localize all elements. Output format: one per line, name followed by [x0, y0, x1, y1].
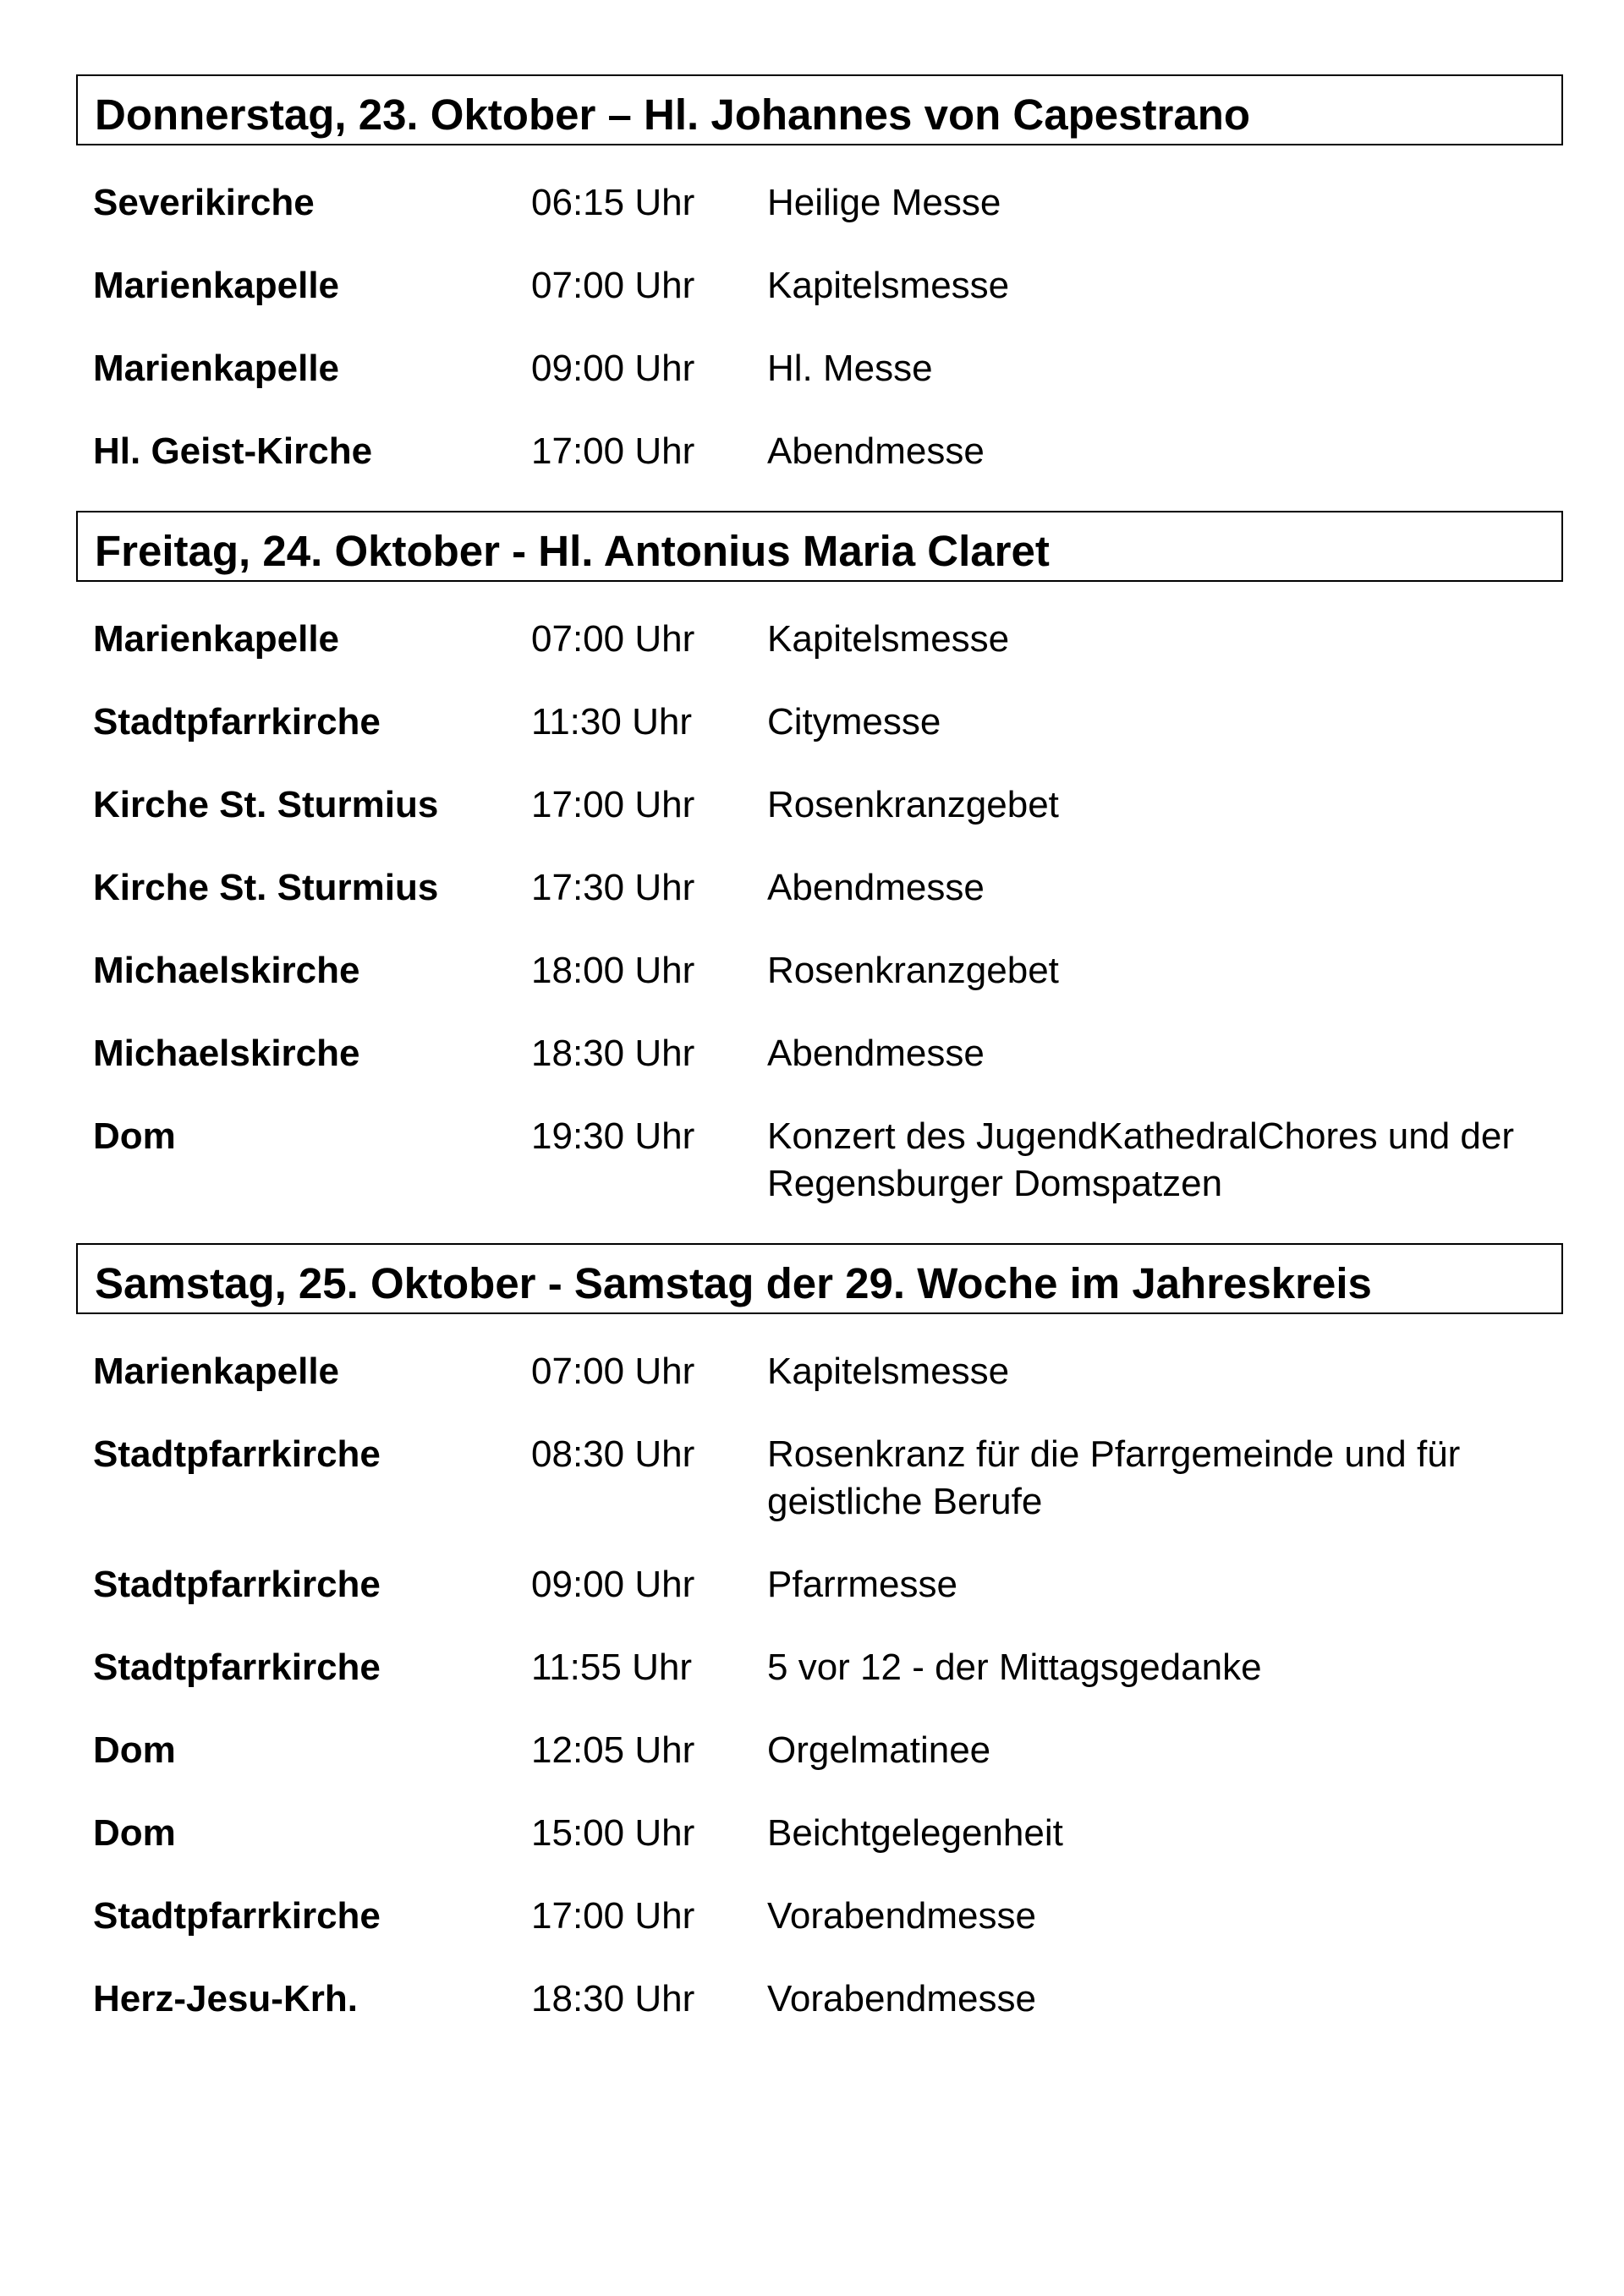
location-cell: Marienkapelle [93, 618, 340, 660]
event-cell: Citymesse [767, 701, 941, 743]
time-cell: 09:00 Uhr [531, 348, 695, 389]
location-cell: Michaelskirche [93, 950, 360, 991]
event-cell: Abendmesse [767, 1033, 985, 1074]
time-cell: 07:00 Uhr [531, 265, 695, 306]
event-cell: Rosenkranz für die Pfarrgemeinde und für geistliche Berufe [767, 1433, 1461, 1522]
schedule-row [93, 864, 1563, 912]
location-cell: Dom [93, 1729, 176, 1771]
time-cell: 09:00 Uhr [531, 1564, 695, 1605]
location-cell: Stadtpfarrkirche [93, 1895, 381, 1937]
schedule-row [93, 616, 1563, 663]
location-cell: Stadtpfarrkirche [93, 1647, 381, 1688]
event-cell: Abendmesse [767, 430, 985, 472]
section-header-box [76, 511, 1563, 582]
time-cell: 17:00 Uhr [531, 1895, 695, 1937]
schedule-row [93, 1810, 1563, 1857]
event-cell: Heilige Messe [767, 182, 1001, 223]
location-cell: Stadtpfarrkirche [93, 1433, 381, 1475]
schedule-row [93, 1113, 1563, 1208]
schedule-row [93, 947, 1563, 995]
time-cell: 11:30 Uhr [531, 701, 692, 743]
event-cell: Hl. Messe [767, 348, 933, 389]
event-cell: Vorabendmesse [767, 1978, 1036, 2019]
schedule-row [93, 1975, 1563, 2023]
time-cell: 15:00 Uhr [531, 1812, 695, 1854]
schedule-row [93, 1893, 1563, 1940]
section-title: Freitag, 24. Oktober - Hl. Antonius Maria Claret [95, 526, 1050, 575]
location-cell: Dom [93, 1115, 176, 1157]
time-cell: 17:00 Uhr [531, 430, 695, 472]
schedule-row [93, 1348, 1563, 1395]
location-cell: Herz-Jesu-Krh. [93, 1978, 358, 2019]
event-cell: Kapitelsmesse [767, 1351, 1010, 1392]
location-cell: Marienkapelle [93, 348, 340, 389]
event-cell: Pfarrmesse [767, 1564, 957, 1605]
event-cell: Rosenkranzgebet [767, 784, 1059, 825]
section-rows [93, 616, 1563, 1208]
event-cell: 5 vor 12 - der Mittagsgedanke [767, 1647, 1262, 1688]
location-cell: Marienkapelle [93, 265, 340, 306]
location-cell: Marienkapelle [93, 1351, 340, 1392]
schedule-row [93, 1644, 1563, 1691]
event-cell: Konzert des JugendKathedralChores und der Regensburger Domspatzen [767, 1115, 1515, 1204]
location-cell: Kirche St. Sturmius [93, 784, 439, 825]
location-cell: Stadtpfarrkirche [93, 701, 381, 743]
event-cell: Orgelmatinee [767, 1729, 991, 1771]
schedule-row [93, 262, 1563, 310]
time-cell: 19:30 Uhr [531, 1115, 695, 1157]
time-cell: 18:30 Uhr [531, 1033, 695, 1074]
schedule-row [93, 345, 1563, 392]
time-cell: 07:00 Uhr [531, 1351, 695, 1392]
schedule-row [93, 1431, 1563, 1526]
location-cell: Severikirche [93, 182, 315, 223]
event-cell: Abendmesse [767, 867, 985, 908]
event-cell: Kapitelsmesse [767, 265, 1010, 306]
time-cell: 11:55 Uhr [531, 1647, 692, 1688]
time-cell: 18:30 Uhr [531, 1978, 695, 2019]
schedule-row [93, 1030, 1563, 1077]
schedule-row [93, 428, 1563, 475]
event-cell: Kapitelsmesse [767, 618, 1010, 660]
section-header-box [76, 1243, 1563, 1314]
time-cell: 18:00 Uhr [531, 950, 695, 991]
event-cell: Vorabendmesse [767, 1895, 1036, 1937]
schedule-row [93, 781, 1563, 829]
section-header-box [76, 74, 1563, 145]
section-rows [93, 1348, 1563, 2023]
location-cell: Dom [93, 1812, 176, 1854]
time-cell: 07:00 Uhr [531, 618, 695, 660]
schedule-row [93, 1561, 1563, 1608]
location-cell: Kirche St. Sturmius [93, 867, 439, 908]
schedule-row [93, 179, 1563, 227]
time-cell: 17:00 Uhr [531, 784, 695, 825]
time-cell: 17:30 Uhr [531, 867, 695, 908]
time-cell: 12:05 Uhr [531, 1729, 695, 1771]
time-cell: 06:15 Uhr [531, 182, 695, 223]
schedule-row [93, 699, 1563, 746]
section-rows [93, 179, 1563, 475]
location-cell: Stadtpfarrkirche [93, 1564, 381, 1605]
section-title: Samstag, 25. Oktober - Samstag der 29. Woche im Jahreskreis [95, 1258, 1372, 1307]
schedule-row [93, 1727, 1563, 1774]
time-cell: 08:30 Uhr [531, 1433, 695, 1475]
event-cell: Beichtgelegenheit [767, 1812, 1063, 1854]
location-cell: Hl. Geist-Kirche [93, 430, 373, 472]
location-cell: Michaelskirche [93, 1033, 360, 1074]
section-title: Donnerstag, 23. Oktober – Hl. Johannes von Capestrano [95, 90, 1250, 139]
event-cell: Rosenkranzgebet [767, 950, 1059, 991]
